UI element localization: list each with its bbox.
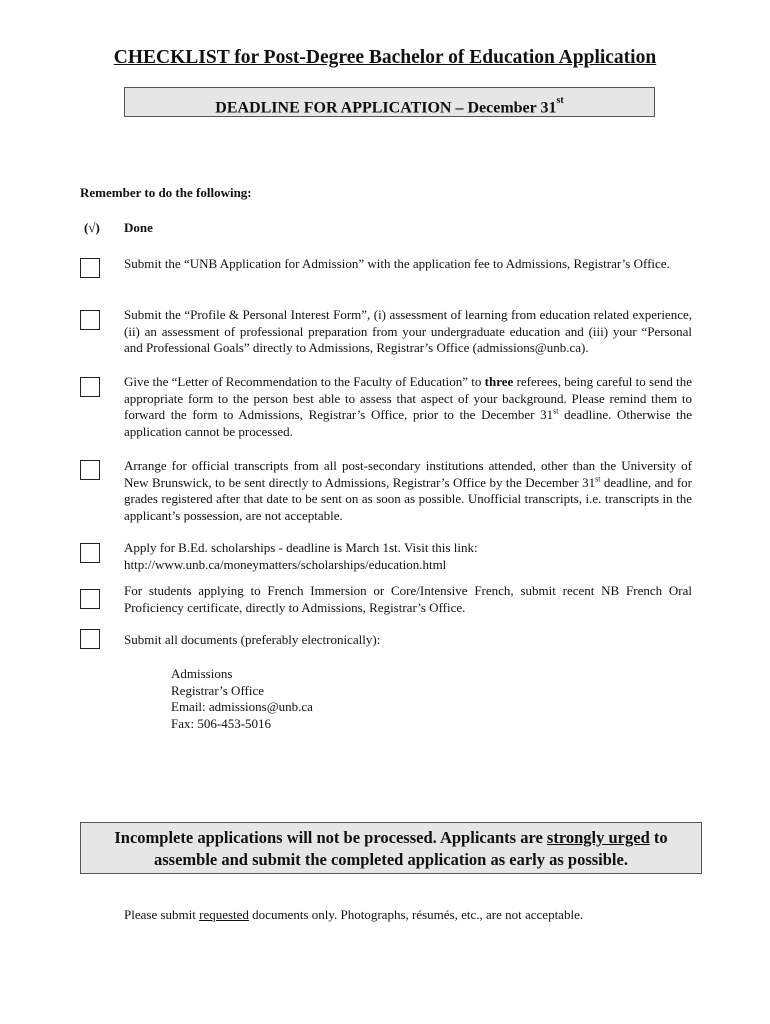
- deadline-suffix: st: [556, 95, 564, 106]
- recommendation-text-2: referees, being careful to send the appropriate form to the person best able to assess that aspect of your background. Please remind them to forward the form to Admissions, Registrar’s Office, prior to the December 31: [124, 374, 692, 422]
- transcripts-text-1: Arrange for official transcripts from all post-secondary institutions attended, other than the University of New Brunswick, to be sent directly to Admissions, Registrar’s Office by the December 31: [124, 458, 692, 490]
- transcripts-superscript: st: [595, 474, 601, 484]
- incomplete-warning-banner: [80, 822, 702, 874]
- done-check-mark: (√): [84, 220, 100, 235]
- checklist-item-profile-form: Submit the “Profile & Personal Interest Form”, (i) assessment of learning from education related experience, (ii) an assessment of professional preparation from your undergraduate education and (iii) your “Personal and Professional Goals” directly to Admissions, Registrar’s Office (admissions@unb.ca).: [124, 307, 692, 355]
- done-column-label: Done: [124, 220, 153, 235]
- deadline-banner: [124, 87, 655, 117]
- checkbox-application[interactable]: [80, 258, 100, 278]
- checklist-item-submit-documents: Submit all documents (preferably electronically):: [124, 632, 381, 647]
- checklist-item-application: Submit the “UNB Application for Admission” with the application fee to Admissions, Registrar’s Office.: [124, 256, 670, 271]
- scholarships-text: Apply for B.Ed. scholarships - deadline is March 1st. Visit this link:: [124, 540, 478, 555]
- address-line-email: Email: admissions@unb.ca: [171, 699, 313, 714]
- recommendation-text-3: deadline. Otherwise the application cannot be processed.: [124, 407, 692, 439]
- checklist-item-french-certificate: For students applying to French Immersion or Core/Intensive French, submit recent NB French Oral Proficiency certificate, directly to Admissions, Registrar’s Office.: [124, 583, 692, 615]
- warning-text-1: Incomplete applications will not be processed. Applicants are: [114, 828, 547, 847]
- checkbox-transcripts[interactable]: [80, 460, 100, 480]
- footer-note: [124, 907, 583, 923]
- scholarships-link[interactable]: http://www.unb.ca/moneymatters/scholarships/education.html: [124, 556, 447, 572]
- recommendation-superscript: st: [553, 406, 559, 416]
- checklist-item-scholarships: [124, 540, 692, 573]
- address-line-fax: Fax: 506-453-5016: [171, 715, 272, 731]
- transcripts-text-2: deadline, and for grades registered after that date to be sent on as soon as possible. Unofficial transcripts, i.e. transcripts in the applicant’s possession, are not acceptable.: [124, 474, 692, 523]
- recommendation-text-bold: three: [484, 374, 514, 389]
- warning-emphasis: strongly urged: [546, 828, 650, 847]
- checkbox-recommendation[interactable]: [80, 377, 100, 397]
- checklist-item-transcripts: [124, 458, 692, 524]
- checkbox-scholarships[interactable]: [80, 543, 100, 563]
- page-title: CHECKLIST for Post-Degree Bachelor of Education Application: [113, 47, 657, 68]
- address-line-office: Registrar’s Office: [171, 682, 265, 698]
- recommendation-text-1: Give the “Letter of Recommendation to the Faculty of Education” to: [124, 374, 485, 389]
- footer-emphasis: requested: [199, 907, 249, 922]
- address-line-admissions: Admissions: [171, 666, 233, 681]
- admissions-address: [171, 666, 313, 732]
- checkbox-profile-form[interactable]: [80, 310, 100, 330]
- checkbox-submit-documents[interactable]: [80, 629, 100, 649]
- deadline-text: DEADLINE FOR APPLICATION – December 31: [215, 99, 557, 117]
- checklist-item-recommendation: [124, 374, 692, 440]
- warning-text-2: to assemble and submit the completed application as early as possible.: [154, 828, 668, 869]
- remember-heading: Remember to do the following:: [80, 185, 252, 200]
- footer-text-1: Please submit: [124, 907, 200, 922]
- checkbox-french-certificate[interactable]: [80, 589, 100, 609]
- footer-text-2: documents only. Photographs, résumés, etc., are not acceptable.: [248, 907, 584, 922]
